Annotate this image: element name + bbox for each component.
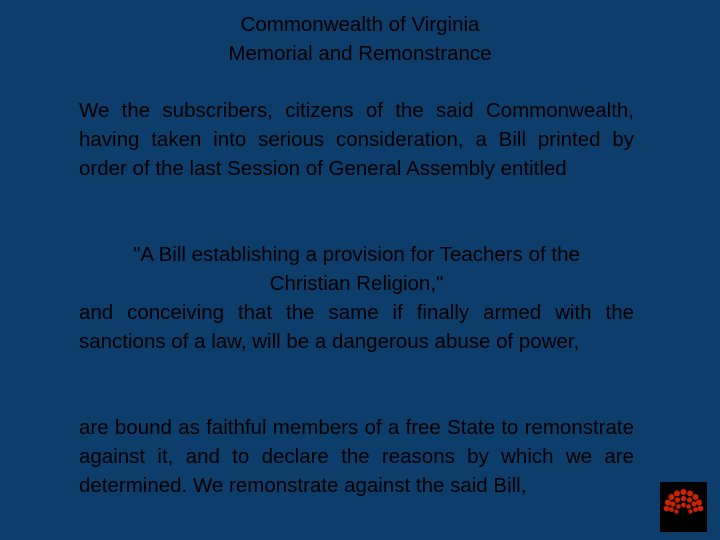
paragraph-1: We the subscribers, citizens of the said Commonwealth, having taken into serious consideration, a Bill printed by order of the last Session of General Assembly entitled (79, 99, 634, 180)
title-line-2: Memorial and Remonstrance (228, 42, 492, 65)
title-line-1: Commonwealth of Virginia (240, 13, 480, 36)
logo (660, 482, 707, 532)
red-bead-arc-logo-icon (660, 482, 707, 522)
quote-line-2: Christian Religion," (269, 272, 444, 295)
bill-title-quote (79, 240, 634, 298)
page-title (0, 10, 720, 68)
quote-line-1: "A Bill establishing a provision for Teachers of the (133, 243, 580, 266)
paragraph-2: and conceiving that the same if finally armed with the sanctions of a law, will be a dangerous abuse of power, (79, 301, 634, 353)
paragraph-3: are bound as faithful members of a free State to remonstrate against it, and to declare the reasons by which we are determined. We remonstrate against the said Bill, (79, 416, 634, 497)
